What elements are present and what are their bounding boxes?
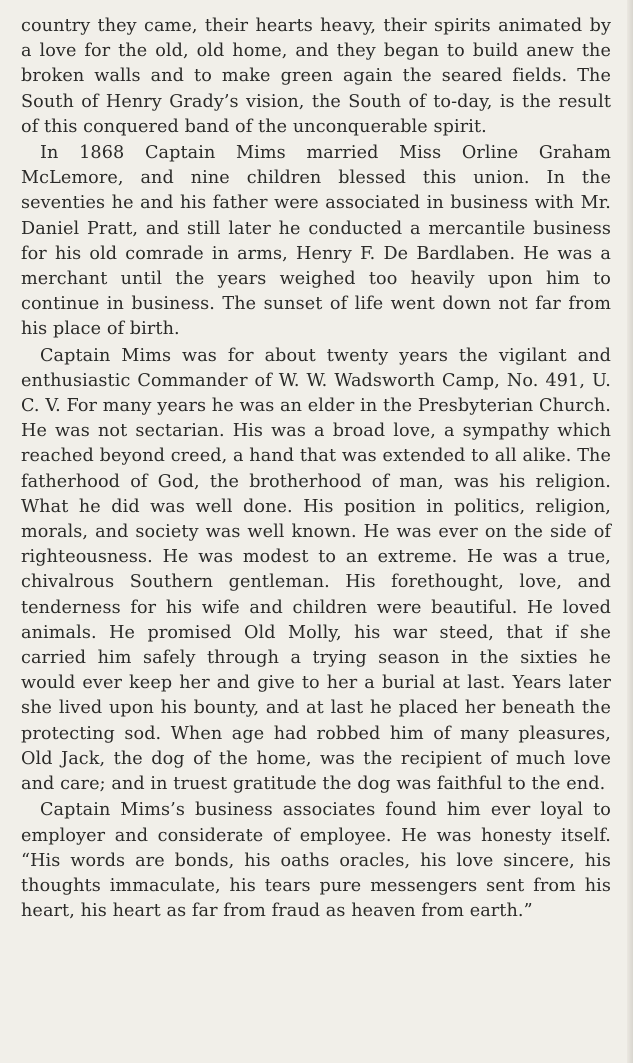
paragraph-4: Captain Mims’s business associates found him ever loyal to employer and considerate of employee. He was honesty itself. “His words are bonds, his oaths oracles, his love sincere, his thoughts immaculate, his tears pure messengers sent from his heart, his heart as far from fraud as heaven from earth.” xyxy=(21,800,611,922)
page-edge-shadow xyxy=(627,0,633,1063)
paragraph-1: country they came, their hearts heavy, their spirits animated by a love for the old, old home, and they began to build anew the broken walls and to make green again the seared fields. The South of Henry Grady’s vision, the South of to-day, is the result of this conquered band of the unconquerable spirit. xyxy=(21,16,611,137)
paragraph-2: In 1868 Captain Mims married Miss Orline Graham McLemore, and nine children blessed this union. In the seventies he and his father were associated in business with Mr. Daniel Pratt, and still later he conducted a mercantile business for his old comrade in arms, Henry F. De Bardlaben. He was a merchant until the years weighed too heavily upon him to continue in business. The sunset of life went down not far from his place of birth. xyxy=(21,143,611,340)
paragraph-3: Captain Mims was for about twenty years the vigilant and enthusiastic Commander of W. W. Wadsworth Camp, No. 491, U. C. V. For many years he was an elder in the Presbyterian Church. He was not sectarian. His was a broad love, a sympathy which reached beyond creed, a hand that was extended to all alike. The fatherhood of God, the brotherhood of man, was his religion. What he did was well done. His position in politics, religion, morals, and society was well known. He was ever on the side of righteousness. He was modest to an extreme. He was a true, chivalrous Southern gentleman. His forethought, love, and tenderness for his wife and children were beautiful. He loved animals. He promised Old Molly, his war steed, that if she carried him safely through a trying season in the sixties he would ever keep her and give to her a burial at last. Years later she lived upon his bounty, and at last he placed her beneath the protecting sod. When age had robbed him of many pleasures, Old Jack, the dog of the home, was the recipient of much love and care; and in truest gratitude the dog was faithful to the end. xyxy=(21,345,611,795)
